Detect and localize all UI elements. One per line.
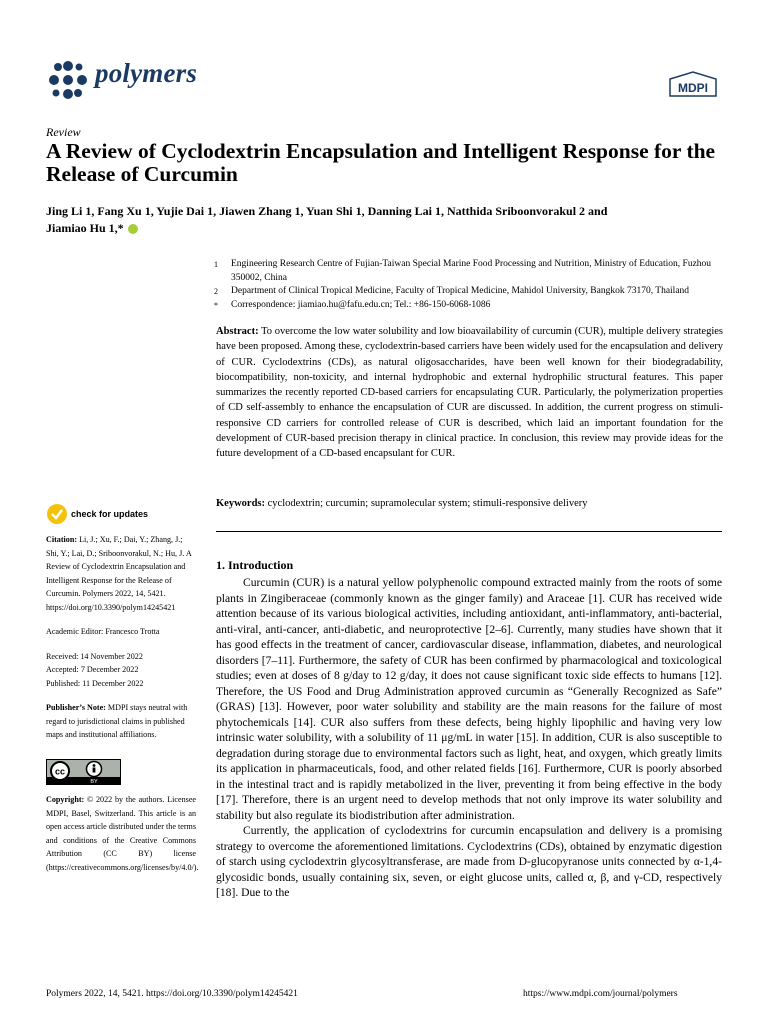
keywords xyxy=(216,496,723,511)
abstract-text: To overcome the low water solubility and low bioavailability of curcumin (CUR), multiple delivery strategies have been proposed. Among these, cyclodextrin-based carriers have been widely used for the encapsulation and delivery of CUR. Cyclodextrins (CDs), as natural oligosaccharides, have been well known for their biodegradability, biocompatibility, non-toxicity, and internal hydrophobic and external hydrophilic structural features. This paper summarizes the recently reported CD-based carriers for encapsulating CUR. Particularly, the polymerization properties of CD self-assembly to enhance the encapsulation of CUR are discussed. In addition, the current progress on stimuli-responsive CD carriers for controlled release of CUR is described, which laid an important foundation for the development of CUR-based precision therapy in clinical practice. In conclusion, this review may provide ideas for the future development of a CD-based encapsulant for CUR. xyxy=(216,326,723,460)
affiliation-number: * xyxy=(214,300,218,310)
affiliation-item xyxy=(214,299,734,313)
copyright-block xyxy=(46,793,199,874)
check-updates-icon xyxy=(46,503,68,525)
svg-text:cc: cc xyxy=(54,766,66,776)
affiliations xyxy=(214,258,734,312)
publisher-note xyxy=(46,701,196,742)
svg-text:MDPI: MDPI xyxy=(678,81,708,95)
polymers-logo-icon xyxy=(46,58,90,102)
authors-line-2 xyxy=(46,220,736,237)
affiliation-item xyxy=(214,285,734,299)
academic-editor: Academic Editor: Francesco Trotta xyxy=(46,627,160,636)
authors-line-1 xyxy=(46,203,736,220)
footer-citation: Polymers 2022, 14, 5421. https://doi.org/10.3390/polym14245421 xyxy=(46,989,298,999)
affiliation-item xyxy=(214,258,734,285)
copyright-label: Copyright: xyxy=(46,795,85,804)
svg-text:BY: BY xyxy=(90,778,98,785)
orcid-icon[interactable] xyxy=(128,224,138,234)
citation-label: Citation: xyxy=(46,535,78,544)
section-divider xyxy=(216,531,722,532)
affiliation-text: Department of Clinical Tropical Medicine, Faculty of Tropical Medicine, Mahidol University, Bangkok 73170, Thailand xyxy=(231,286,690,296)
keywords-text: cyclodextrin; curcumin; supramolecular system; stimuli-responsive delivery xyxy=(267,498,588,509)
check-for-updates-button[interactable] xyxy=(46,503,196,525)
article-type: Review xyxy=(46,125,81,139)
correspondence-text: Correspondence: jiamiao.hu@fafu.edu.cn; Tel.: +86-150-6068-1086 xyxy=(231,299,491,310)
affiliation-number: 2 xyxy=(214,287,218,296)
keywords-label: Keywords: xyxy=(216,498,265,509)
journal-name: polymers xyxy=(95,58,198,88)
check-updates-label: check for updates xyxy=(71,509,149,519)
received-date: Received: 14 November 2022 xyxy=(46,651,143,661)
authors-text-1: Jing Li 1, Fang Xu 1, Yujie Dai 1, Jiawen Zhang 1, Yuan Shi 1, Danning Lai 1, Natthida Sriboonvorakul 2 and xyxy=(46,204,608,218)
copyright-text: © 2022 by the authors. Licensee MDPI, Basel, Switzerland. This article is an open access article distributed under the terms and conditions of the Creative Commons Attribution (CC BY) license (https://creativecommons.org/licenses/by/4.0/). xyxy=(46,795,199,872)
citation-block xyxy=(46,533,196,614)
section-heading: 1. Introduction xyxy=(216,558,294,572)
citation-text: Li, J.; Xu, F.; Dai, Y.; Zhang, J.; Shi, Y.; Lai, D.; Sriboonvorakul, N.; Hu, J. A Review of Cyclodextrin Encapsulation and Intelligent Response for the Release of Curcumin. Polymers 2022, 14, 5421. https://doi.org/10.3390/polym14245421 xyxy=(46,535,192,612)
affiliation-number: 1 xyxy=(214,260,218,269)
abstract-label: Abstract: xyxy=(216,326,259,337)
abstract xyxy=(216,324,723,462)
publisher-note-label: Publisher’s Note: xyxy=(46,703,106,712)
affiliation-text: Engineering Research Centre of Fujian-Taiwan Special Marine Food Processing and Nutrition, Ministry of Education, Fuzhou 350002, China xyxy=(231,259,712,283)
authors-text-2: Jiamiao Hu 1,* xyxy=(46,221,124,235)
publisher-note-text: MDPI stays neutral with regard to jurisdictional claims in published maps and institutional affiliations. xyxy=(46,703,188,739)
author-list xyxy=(46,203,736,237)
accepted-date: Accepted: 7 December 2022 xyxy=(46,665,139,674)
introduction-body xyxy=(216,575,722,901)
cc-by-license-icon[interactable] xyxy=(46,759,121,785)
mdpi-logo-icon xyxy=(666,70,720,98)
sidebar xyxy=(46,503,199,874)
published-date: Published: 11 December 2022 xyxy=(46,678,144,688)
paragraph: Curcumin (CUR) is a natural yellow polyphenolic compound extracted mainly from the roots of some plants in Zingiberaceae (commonly known as the ginger family) and Araceae [1]. CUR has received wide attention because of its various biological activities, including antioxidant, anti-inflammatory, anti-bacterial, anti-viral, anti-cancer, anti-diabetic, and neuroprotective [2–6]. Currently, many studies have shown that it has good effects in the treatment of cancer, cardiovascular disease, inflammation, diabetes, and neurological disorders [7–11]. Furthermore, the safety of CUR has been confirmed by pharmacological and toxicological studies; even at doses of 8 g/day to 12 g/day, it does not cause significant toxic side effects to humans [12]. Therefore, the US Food and Drug Administration approved curcumin as “Generally Recognized as Safe” (GRAS) [13]. However, poor water solubility and stability are the main reasons for the failure of most phytochemicals [14]. CUR also suffers from these defects, being highly lipophilic and having very low intrinsic water solubility, with a solubility of 11 μg/mL in water [15]. In addition, CUR is also susceptible to degradation during storage due to environmental factors such as light, heat, and oxygen, which greatly limits its application in pharmaceuticals, food, and other related fields [16]. Furthermore, CUR is poorly absorbed in the intestinal tract and is rapidly metabolized in the liver, preventing it from being effective in the body [17]. Therefore, there is an urgent need to develop methods that not only improve its water solubility and stability but also regulate its biodistribution after administration. xyxy=(216,576,722,822)
footer-journal-link[interactable]: https://www.mdpi.com/journal/polymers xyxy=(523,989,678,999)
paper-title: A Review of Cyclodextrin Encapsulation and Intelligent Response for the Release of Curcumin xyxy=(46,139,716,186)
paragraph: Currently, the application of cyclodextrins for curcumin encapsulation and delivery is a promising strategy to overcome the aforementioned limitations. Cyclodextrins (CDs), obtained by enzymatic digestion of starch using cyclodextrin glycosyltransferase, are made from D-glucopyranose units connected by α-1,4-glycosidic bonds, usually containing six, seven, or eight glucose units, called α, β, and γ-CD, respectively [18]. Due to the xyxy=(216,824,722,899)
